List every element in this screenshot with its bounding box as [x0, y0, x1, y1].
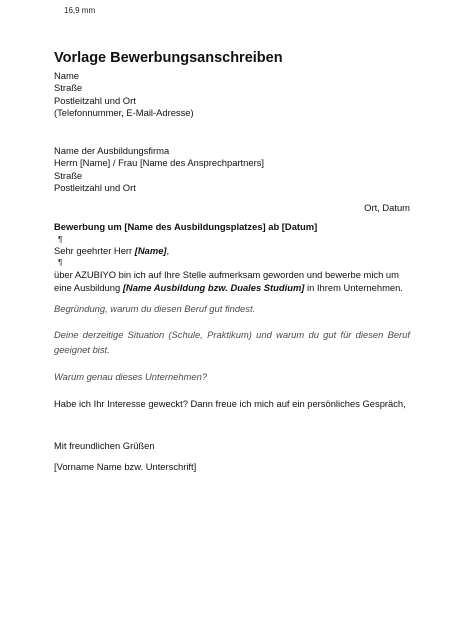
intro-line-2 — [54, 281, 403, 294]
subject-line: Bewerbung um [Name des Ausbildungsplatzes] ab [Datum] — [54, 221, 318, 232]
sender-address-block — [54, 70, 194, 120]
salutation — [54, 245, 169, 256]
signature-placeholder: [Vorname Name bzw. Unterschrift] — [54, 461, 197, 472]
sender-postal-city: Postleitzahl und Ort — [54, 94, 136, 106]
intro-paragraph — [54, 268, 403, 294]
salutation-suffix: , — [166, 245, 170, 256]
recipient-company: Name der Ausbildungsfirma — [54, 145, 170, 156]
place-date: Ort, Datum — [364, 202, 410, 213]
recipient-contact-person: Herrn [Name] / Frau [Name des Ansprechpartners] — [54, 157, 264, 169]
intro-line-1: über AZUBIYO bin ich auf Ihre Stelle aufmerksam geworden und bewerbe mich um — [54, 269, 399, 280]
sender-street: Straße — [54, 82, 83, 94]
recipient-address-block — [54, 145, 264, 195]
hint-company: Warum genau dieses Unternehmen? — [54, 371, 208, 382]
recipient-street: Straße — [54, 169, 83, 181]
salutation-name-placeholder: [Name] — [134, 245, 167, 256]
intro-line-2-suffix: in Ihrem Unternehmen. — [304, 282, 403, 293]
document-title: Vorlage Bewerbungsanschreiben — [54, 50, 283, 66]
closing-question: Habe ich Ihr Interesse geweckt? Dann freue ich mich auf ein persönliches Gespräch, — [54, 398, 406, 409]
greeting: Mit freundlichen Grüßen — [54, 440, 155, 451]
hint-reason: Begründung, warum du diesen Beruf gut findest. — [54, 303, 256, 314]
paragraph-mark: ¶ — [58, 234, 63, 244]
paragraph-mark: ¶ — [58, 257, 63, 267]
hint-situation: Deine derzeitige Situation (Schule, Praktikum) und warum du gut für diesen Beruf geeignet bist. — [54, 329, 410, 355]
training-name-placeholder: [Name Ausbildung bzw. Duales Studium] — [122, 282, 305, 293]
salutation-prefix: Sehr geehrter Herr — [54, 245, 135, 256]
sender-name: Name — [54, 70, 80, 81]
intro-line-2-prefix: eine Ausbildung — [54, 282, 123, 293]
margin-note: 16,9 mm — [64, 6, 96, 15]
sender-contact: (Telefonnummer, E-Mail-Adresse) — [54, 107, 194, 119]
recipient-postal-city: Postleitzahl und Ort — [54, 182, 136, 194]
